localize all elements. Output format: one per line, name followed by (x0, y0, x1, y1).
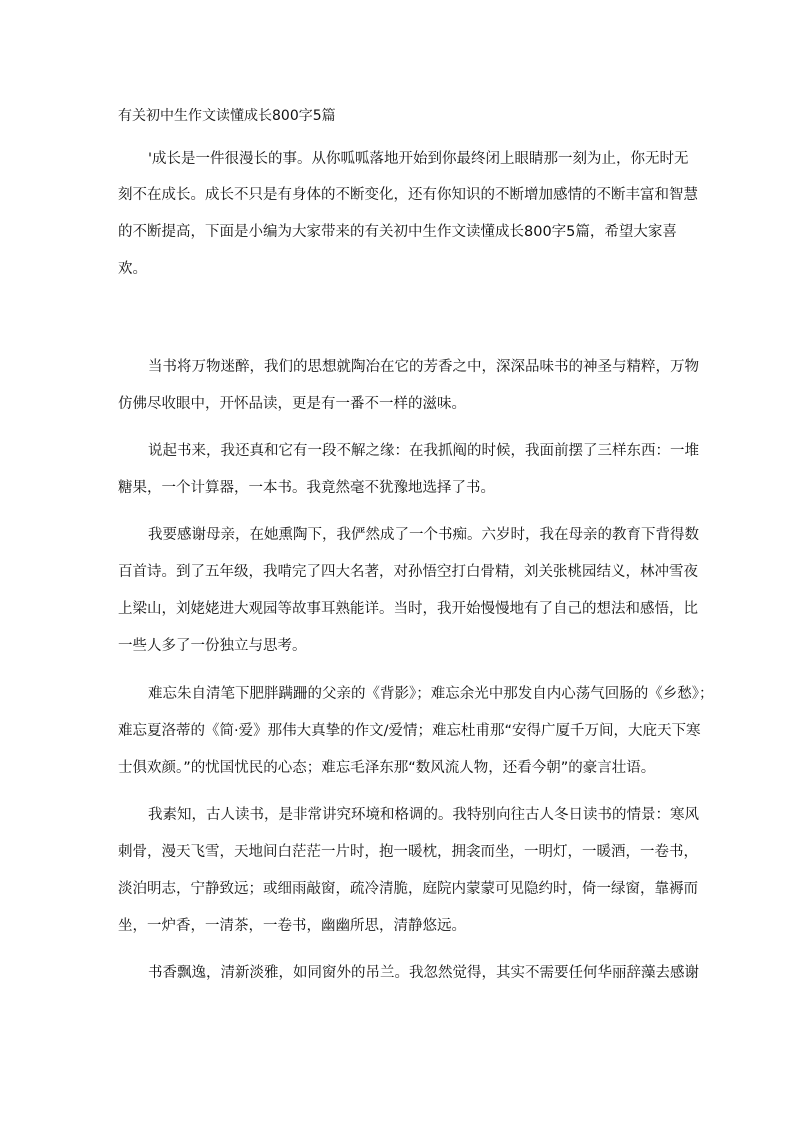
intro-line: '成长是一件很漫长的事。从你呱呱落地开始到你最终闭上眼睛那一刻为止，你无时无 (148, 151, 689, 167)
intro-line: 刻不在成长。成长不只是有身体的不断变化，还有你知识的不断增加感情的不断丰富和智慧 (118, 187, 698, 203)
paragraph-line: 士俱欢颜。”的忧国忧民的心态；难忘毛泽东那“数风流人物，还看今朝”的豪言壮语。 (118, 760, 656, 776)
paragraph-line: 我素知，古人读书，是非常讲究环境和格调的。我特别向往古人冬日读书的情景：寒风 (148, 807, 699, 823)
paragraph-line: 仿佛尽收眼中，开怀品读，更是有一番不一样的滋味。 (118, 396, 466, 412)
intro-line: 欢。 (118, 261, 147, 277)
paragraph-line: 糖果，一个计算器，一本书。我竟然毫不犹豫地选择了书。 (118, 480, 495, 496)
paragraph-line: 难忘夏洛蒂的《简·爱》那伟大真挚的作文/爱情；难忘杜甫那“安得广厦千万间，大庇天下寒 (118, 723, 701, 739)
paragraph-line: 淡泊明志，宁静致远；或细雨敲窗，疏冷清脆，庭院内蒙蒙可见隐约时，倚一绿窗，靠褥而 (118, 881, 698, 897)
paragraph-line: 百首诗。到了五年级，我啃完了四大名著，对孙悟空打白骨精，刘关张桃园结义，林冲雪夜 (118, 564, 698, 580)
paragraph-line: 书香飘逸，清新淡雅，如同窗外的吊兰。我忽然觉得，其实不需要任何华丽辞藻去感谢 (148, 965, 699, 981)
paragraph-line: 刺骨，漫天飞雪，天地间白茫茫一片时，抱一暖枕，拥衾而坐，一明灯，一暖酒，一卷书， (118, 844, 698, 860)
intro-line: 的不断提高，下面是小编为大家带来的有关初中生作文读懂成长800字5篇，希望大家喜 (118, 224, 677, 240)
paragraph-line: 难忘朱自清笔下肥胖蹒跚的父亲的《背影》；难忘余光中那发自内心荡气回肠的《乡愁》； (148, 686, 714, 702)
document-title: 有关初中生作文读懂成长800字5篇 (118, 108, 336, 124)
paragraph-line: 说起书来，我还真和它有一段不解之缘：在我抓阄的时候，我面前摆了三样东西：一堆 (148, 443, 699, 459)
paragraph-line: 我要感谢母亲，在她熏陶下，我俨然成了一个书痴。六岁时，我在母亲的教育下背得数 (148, 527, 699, 543)
paragraph-line: 上梁山，刘姥姥进大观园等故事耳熟能详。当时，我开始慢慢地有了自己的想法和感悟，比 (118, 601, 698, 617)
paragraph-line: 坐，一炉香，一清茶，一卷书，幽幽所思，清静悠远。 (118, 918, 466, 934)
paragraph-line: 一些人多了一份独立与思考。 (118, 638, 307, 654)
paragraph-line: 当书将万物迷醉，我们的思想就陶冶在它的芳香之中，深深品味书的神圣与精粹，万物 (148, 359, 699, 375)
